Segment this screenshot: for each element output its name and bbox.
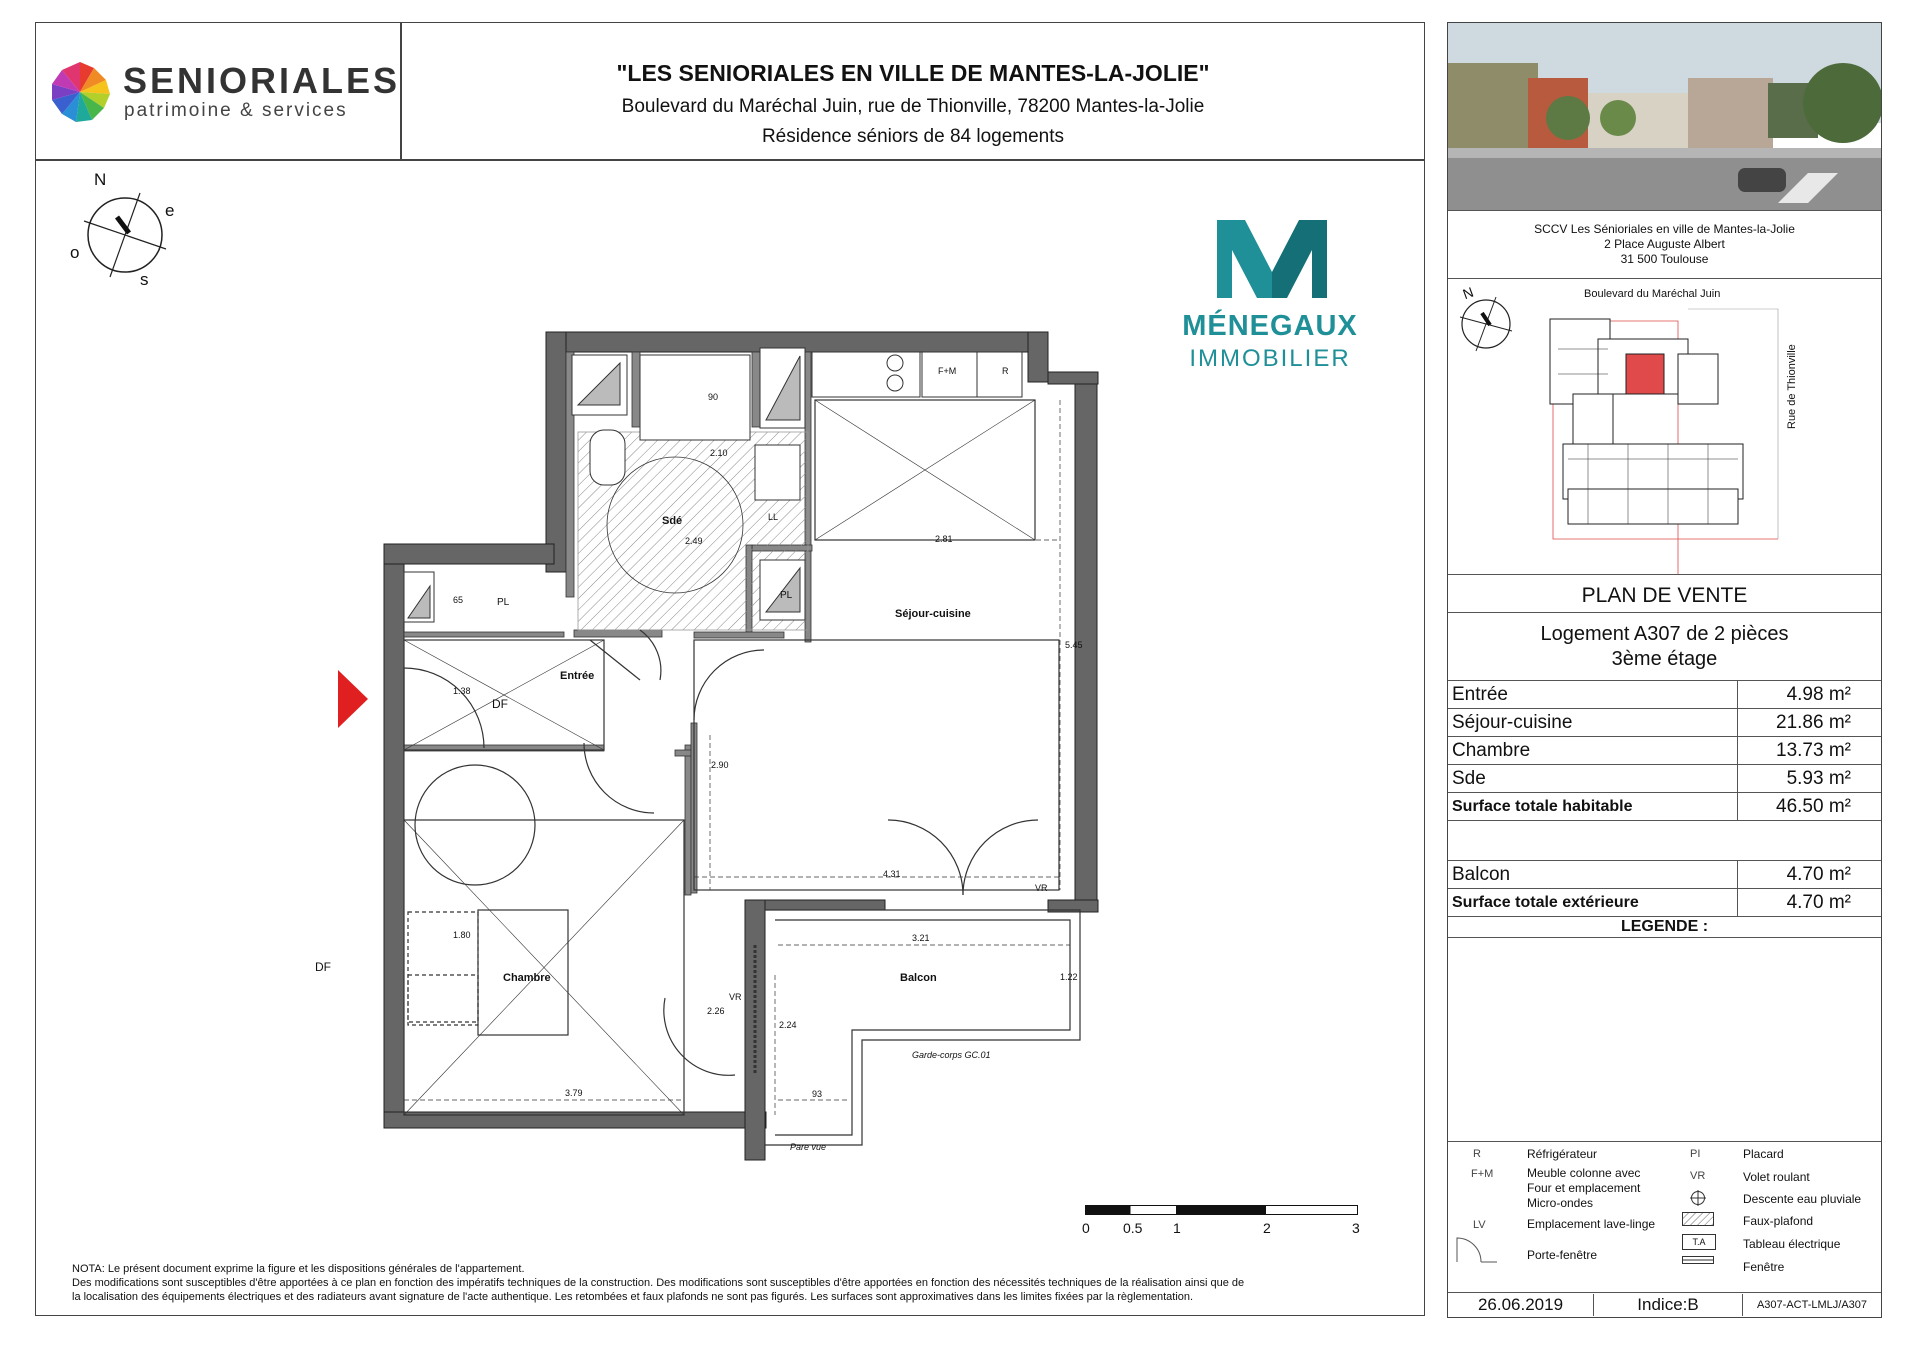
dim-122: 1.22 [1060,972,1078,982]
project-residence: Résidence séniors de 84 logements [761,126,1065,147]
fenetre-icon [1682,1256,1714,1264]
partner-logo [1160,205,1380,375]
dim-180: 1.80 [453,930,471,940]
surface-value: 13.73 m² [1776,739,1851,761]
logo-mark-icon [48,60,112,124]
scale-tick-0: 0 [1082,1220,1090,1236]
descente-eau-icon [1690,1190,1706,1206]
surface-label: Entrée [1448,681,1738,708]
unit-line1: Logement A307 de 2 pièces [1540,623,1789,645]
surface-row-total-habitable [1448,793,1881,821]
note-line3: la localisation des équipements électriques et des radiateurs avant signature de l'acte authentique. Les retombées et faux plafonds ne sont pas figurés. Les surfaces sont approximatives dans les limites fixées par la règlementation. [72,1291,1194,1303]
legend-code-r: R [1473,1148,1481,1160]
sale-plan-title: PLAN DE VENTE [1581,584,1748,607]
site-compass-n: N [1460,283,1476,303]
footer-indice: Indice:B [1594,1294,1743,1316]
surface-row-chambre [1448,737,1881,765]
legend-divider [1448,1141,1881,1142]
label-df-outside: DF [315,960,331,974]
logo-tagline: patrimoine & services [124,100,348,121]
street-top: Boulevard du Maréchal Juin [1584,288,1721,300]
legend-text-fm2: Four et emplacement [1527,1181,1641,1195]
dim-290: 2.90 [711,760,729,770]
dim-379: 3.79 [565,1088,583,1098]
legend-text-pi: Placard [1743,1147,1784,1161]
legend-text-ta: Tableau électrique [1743,1237,1841,1251]
legend-text-dep: Descente eau pluviale [1743,1192,1862,1206]
floor-plan-drawing [35,160,1145,1170]
dim-65: 65 [453,595,464,605]
surface-value: 5.93 m² [1786,767,1851,789]
room-sejour: Séjour-cuisine [895,608,971,620]
legend-title: LEGENDE : [1620,918,1709,935]
surface-label: Chambre [1448,737,1738,764]
footer-ref: A307-ACT-LMLJ/A307 [1756,1299,1868,1311]
label-pare-vue: Pare vue [790,1142,827,1152]
legend-text-pf: Porte-fenêtre [1527,1248,1598,1262]
legend-text-r: Réfrigérateur [1527,1147,1598,1161]
note-line1: NOTA: Le présent document exprime la figure et les dispositions générales de l'appartement. [72,1263,525,1275]
sale-title-divider [1448,612,1881,613]
scale-tick-05: 0.5 [1123,1220,1143,1236]
label-pl-sde: PL [780,590,793,601]
dim-93: 93 [812,1089,823,1099]
project-address: Boulevard du Maréchal Juin, rue de Thionville, 78200 Mantes-la-Jolie [621,96,1205,117]
legend-title-divider [1448,937,1881,938]
dim-545: 5.45 [1065,640,1083,650]
legend-text-lv: Emplacement lave-linge [1527,1217,1656,1231]
dim-224: 2.24 [779,1020,797,1030]
company-line2: 2 Place Auguste Albert [1604,237,1725,251]
compass-e: e [165,201,175,220]
scale-bar-graphic [1085,1205,1360,1217]
site-plan [1448,279,1881,574]
legend-text-fm1: Meuble colonne avec [1527,1166,1641,1180]
label-vr-sejour: VR [1035,883,1048,893]
site-plan-divider [1448,574,1881,575]
label-ll: LL [768,512,779,522]
company-line3: 31 500 Toulouse [1620,252,1709,266]
legend-code-lv: LV [1473,1219,1486,1231]
faux-plafond-icon [1682,1212,1714,1226]
company-line1: SCCV Les Sénioriales en ville de Mantes-la-Jolie [1534,222,1795,236]
company-info [1448,222,1881,267]
label-garde-corps: Garde-corps GC.01 [912,1050,991,1060]
partner-line2: IMMOBILIER [1189,345,1351,372]
surface-label: Sde [1448,765,1738,792]
surface-row-balcon [1448,861,1881,889]
surface-label: Balcon [1448,861,1738,888]
partner-m-icon [1217,210,1327,300]
room-sde: Sdé [662,515,683,527]
surface-value: 4.70 m² [1786,863,1851,885]
porte-fenetre-icon [1455,1232,1500,1264]
surface-value: 21.86 m² [1776,711,1851,733]
surface-total-value: 46.50 m² [1776,795,1851,817]
legend-code-ta: T.A [1682,1234,1716,1250]
dim-281: 2.81 [935,534,953,544]
scale-bar [1082,1204,1360,1244]
surface-label: Séjour-cuisine [1448,709,1738,736]
dim-138: 1.38 [453,686,471,696]
room-balcon: Balcon [900,972,937,984]
unit-line2: 3ème étage [1611,648,1718,670]
logo-name: SENIORIALES [123,60,401,101]
label-r: R [1002,366,1009,376]
legend-text-fp: Faux-plafond [1743,1214,1814,1228]
scale-tick-3: 3 [1352,1220,1360,1236]
room-entree: Entrée [560,670,595,682]
dim-431: 4.31 [883,869,901,879]
scale-tick-1: 1 [1173,1220,1181,1236]
compass-n: N [94,170,107,189]
surface-value: 4.98 m² [1786,683,1851,705]
legend-text-fm3: Micro-ondes [1527,1196,1594,1210]
surface-row-sejour [1448,709,1881,737]
legend-text-vr: Volet roulant [1743,1170,1810,1184]
surface-total-label: Surface totale habitable [1448,793,1738,820]
compass-o: o [70,243,80,262]
site-plan-drawing [1448,279,1881,574]
dim-90: 90 [708,392,719,402]
legend-code-vr: VR [1690,1170,1706,1182]
dim-321: 3.21 [912,933,930,943]
site-photo [1448,23,1881,210]
project-title: "LES SENIORIALES EN VILLE DE MANTES-LA-JOLIE" [616,60,1210,86]
street-right: Rue de Thionville [1786,344,1798,429]
note [72,1262,1412,1304]
floor-plan [35,160,1145,1170]
legend-code-fm: F+M [1471,1168,1494,1180]
photo-divider [1448,210,1881,211]
room-chambre: Chambre [503,972,551,984]
surface-row-entree [1448,681,1881,709]
surface-row-total-exterieure [1448,889,1881,917]
legend-text-fen: Fenêtre [1743,1260,1785,1274]
footer-divider [1448,1292,1881,1293]
logo [48,58,401,128]
surface-total-value: 4.70 m² [1786,891,1851,913]
note-line2: Des modifications sont susceptibles d'être apportées à ce plan en fonction des impératifs techniques de la construction. Des modifications sont susceptibles d'être apportées en fonction des nécessités techniques de la réalisation ainsi que de [72,1277,1245,1289]
label-pl-entree: PL [497,597,510,608]
partner-line1: MÉNEGAUX [1182,310,1358,342]
label-vr-chambre: VR [729,992,742,1002]
compass-s: s [140,270,149,289]
site-photo-image [1448,23,1881,210]
dim-226: 2.26 [707,1006,725,1016]
scale-tick-2: 2 [1263,1220,1271,1236]
dim-210: 2.10 [710,448,728,458]
label-fm: F+M [938,366,957,376]
surface-row-spacer [1448,821,1881,861]
surface-total-label: Surface totale extérieure [1448,889,1738,916]
footer-date: 26.06.2019 [1448,1294,1594,1316]
surface-row-sde [1448,765,1881,793]
dim-249: 2.49 [685,536,703,546]
legend-code-pi: PI [1690,1148,1701,1160]
label-df-entree: DF [492,697,508,711]
